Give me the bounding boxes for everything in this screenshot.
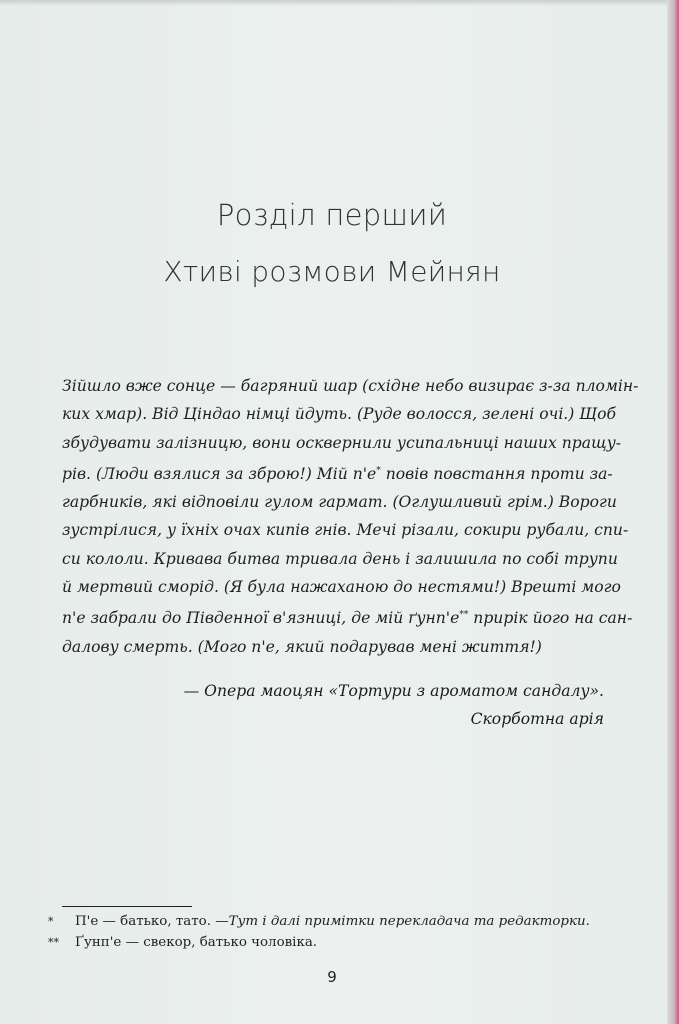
epigraph-line: збудувати залізницю, вони осквернили усипальниці наших пращу-	[62, 433, 622, 452]
epigraph-line	[62, 601, 633, 632]
epigraph-line: ких хмар). Від Ціндао німці йдуть. (Руде волосся, зелені очі.) Щоб	[62, 405, 617, 424]
footnotes	[48, 911, 608, 953]
epigraph-attribution	[184, 677, 604, 733]
chapter-title: Хтиві розмови Мейнян	[163, 255, 501, 288]
footnote-text: Ґунп'е — свекор, батько чоловіка.	[75, 935, 318, 950]
epigraph-text: прирік його на сан-	[468, 609, 633, 628]
footnote-divider	[62, 906, 192, 907]
footnote	[48, 932, 608, 953]
epigraph-text: п'е забрали до Південної в'язниці, де мій ґунп'е	[62, 609, 460, 628]
footnote-mark: **	[48, 936, 59, 949]
page-number: 9	[327, 968, 337, 986]
epigraph-text: рів. (Люди взялися за зброю!) Мій п'е	[62, 464, 377, 483]
page-top-edge	[0, 0, 679, 6]
epigraph-line: зустрілися, у їхніх очах кипів гнів. Мечі різали, сокири рубали, спи-	[62, 521, 629, 540]
chapter-label: Розділ перший	[216, 198, 448, 232]
epigraph-line: далову смерть. (Мого п'е, який подарував мені життя!)	[62, 637, 542, 656]
epigraph	[62, 372, 639, 661]
footnote-ref-2: **	[459, 610, 469, 621]
epigraph-line: гарбників, які відповіли гулом гармат. (Оглушливий грім.) Вороги	[62, 493, 617, 512]
footnote-text: П'е — батько, тато. —	[75, 914, 229, 929]
footnote-note: Тут і далі примітки перекладача та редакторки.	[228, 914, 590, 929]
epigraph-line: си кололи. Кривава битва тривала день і залишила по собі трупи	[62, 549, 618, 568]
epigraph-text: повів повстання проти за-	[380, 464, 613, 483]
footnote-mark: *	[48, 915, 54, 928]
footnote-ref-1: *	[376, 465, 381, 476]
epigraph-line	[62, 457, 613, 488]
attribution-source: — Опера маоцян «Тортури з ароматом сандалу».	[183, 682, 604, 700]
epigraph-line: Зійшло вже сонце — багряний шар (східне небо визирає з-за пломін-	[62, 377, 639, 395]
epigraph-line: й мертвий сморід. (Я була нажаханою до нестями!) Врешті мого	[62, 578, 621, 597]
page-right-edge	[667, 0, 679, 1024]
attribution-title: Скорботна арія	[470, 710, 604, 728]
footnote	[48, 911, 608, 932]
